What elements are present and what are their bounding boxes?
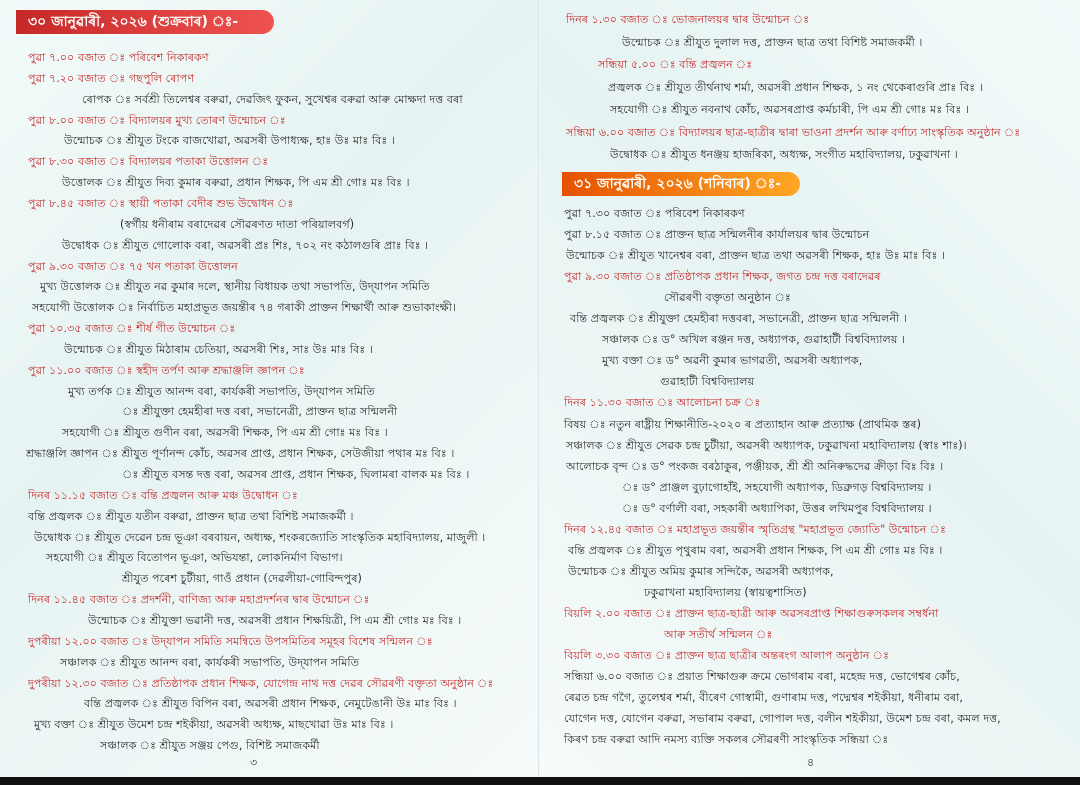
schedule-line: কিৰণ চন্দ্ৰ বৰুৱা আদি নমস্য ব্যক্তি সকলৰ সৌৱৰণী সাংস্কৃতিক সন্ধিয়া ঃ bbox=[564, 733, 889, 747]
schedule-line: পুৱা ৮.১৫ বজাত ঃ প্ৰাক্তন ছাত্ৰ সন্মিলনীৰ কাৰ্যালয়ৰ দ্বাৰ উন্মোচন bbox=[564, 228, 870, 242]
schedule-line: গুৱাহাটী বিশ্ববিদ্যালয় bbox=[660, 375, 755, 389]
schedule-line: ঃ ড° বৰ্ণালী বৰা, সহকাৰী অধ্যাপিকা, উত্তৰ লখিমপুৰ বিশ্ববিদ্যালয় । bbox=[622, 501, 932, 515]
schedule-line: দিনৰ ১.৩০ বজাত ঃ ভোজনালয়ৰ দ্বাৰ উন্মোচন ঃ bbox=[566, 13, 810, 26]
schedule-line: উদ্বোধক ঃ শ্ৰীযুত ধনঞ্জয় হাজৰিকা, অধ্যক্ষ, সংগীত মহাবিদ্যালয়, ঢকুৱাখনা । bbox=[610, 148, 958, 161]
schedule-line: পুৱা ১০.৩৫ বজাত ঃ শীৰ্ষ গীত উন্মোচন ঃ bbox=[28, 322, 236, 336]
schedule-line: উন্মোচক ঃ শ্ৰীযুত খানেশ্বৰ বৰা, প্ৰাক্তন ছাত্ৰ তথা অৱসৰী শিক্ষক, হাঃ উঃ মাঃ বিঃ । bbox=[566, 249, 946, 263]
schedule-line: পুৱা ৭.০০ বজাত ঃ পৰিবেশ নিকাৰকণ bbox=[28, 51, 209, 64]
schedule-line: বন্তি প্ৰজ্বলক ঃ শ্ৰীযুত পৃথুৰাম বৰা, অৱসৰী প্ৰধান শিক্ষক, পি এম শ্ৰী গোঃ মঃ বিঃ । bbox=[568, 543, 943, 557]
schedule-line: সৌৱৰণী বক্তৃতা অনুষ্ঠান ঃ bbox=[664, 291, 791, 305]
schedule-line: সন্ধিয়া ৫.০০ ঃ বন্তি প্ৰজ্বলন ঃ bbox=[598, 58, 753, 71]
schedule-line: দিনৰ ১১.৩০ বজাত ঃ আলোচনা চক্ৰ ঃ bbox=[564, 396, 761, 410]
schedule-line: পুৱা ৮.৪৫ বজাত ঃ স্থায়ী পতাকা বেদীৰ শুভ উদ্বোধন ঃ bbox=[28, 196, 294, 210]
schedule-line: ঢকুৱাখনা মহাবিদ্যালয় (স্বায়ত্বশাসিত) bbox=[644, 585, 807, 599]
schedule-line: ৰোপক ঃ সৰ্বশ্ৰী তিলেশ্বৰ বৰুৱা, দেৱজিৎ ফুকন, সুখেশ্বৰ বৰুৱা আৰু মোক্ষদা দত্ত বৰা bbox=[82, 92, 463, 106]
schedule-line: সহযোগী ঃ শ্ৰীযুত বিতোপন ভূঞা, অভিযন্তা, লোকনিৰ্মাণ বিভাগ। bbox=[46, 551, 343, 565]
schedule-line: উন্মোচক ঃ শ্ৰীযুত টংকে বাজখোৱা, অৱসৰী উপাধ্যক্ষ, হাঃ উঃ মাঃ বিঃ । bbox=[64, 134, 395, 148]
schedule-line: সঞ্চালক ঃ শ্ৰীযুত সঞ্জয় পেগু, বিশিষ্ট সমাজকৰ্মী bbox=[100, 739, 320, 753]
schedule-line: সহযোগী ঃ শ্ৰীযুত নবনাথ কোঁচ, অৱসৰপ্ৰাপ্ত কৰ্মচাৰী, পি এম শ্ৰী গোঃ মঃ বিঃ । bbox=[610, 103, 969, 116]
schedule-line: পুৱা ৯.৩০ বজাত ঃ ৭৫ খন পতাকা উত্তোলন bbox=[28, 259, 238, 273]
schedule-line: সন্ধিয়া ৬.০০ বজাত ঃ প্ৰয়াত শিক্ষাগুৰু ক্ৰমে ভোগৰাম বৰা, মহেন্দ্ৰ দত্ত, ভোগেশ্বৰ কোঁচ, bbox=[564, 670, 960, 684]
schedule-line: ঃ ড° প্ৰাঞ্জল বুঢ়াগোহাঁই, সহযোগী অধ্যাপক, ডিব্ৰুগড় বিশ্ববিদ্যালয় । bbox=[622, 480, 932, 494]
schedule-line: বিয়লি ৩.৩০ বজাত ঃ প্ৰাক্তন ছাত্ৰ ছাত্ৰীৰ অন্তৰংগ আলাপ অনুষ্ঠান ঃ bbox=[564, 649, 890, 663]
date-banner-day2: ৩১ জানুৱাৰী, ২০২৬ (শনিবাৰ) ঃ- bbox=[562, 172, 800, 196]
schedule-line: দিনৰ ১১.১৫ বজাত ঃ বন্তি প্ৰজ্বলন আৰু মঞ্চ উদ্বোধন ঃ bbox=[28, 488, 298, 502]
schedule-line: বিষয় ঃ নতুন ৰাষ্ট্ৰীয় শিক্ষানীতি-২০২০ ৰ প্ৰত্যাহান আৰু প্ৰত্যাক্ষ (প্ৰাথমিক স্তৰ) bbox=[564, 417, 921, 431]
schedule-line: বন্তি প্ৰজ্বলক ঃ শ্ৰীযুক্তা হেমহীৰা দত্তবৰা, সভানেত্ৰী, প্ৰাক্তন ছাত্ৰ সন্মিলনী । bbox=[570, 312, 907, 326]
schedule-line: দিনৰ ১২.৪৫ বজাত ঃ মহাপ্ৰভূত জয়ন্তীৰ স্মৃতিগ্ৰন্থ "মহাপ্ৰভূত জ্যোতি" উন্মোচন ঃ bbox=[564, 522, 946, 536]
schedule-line: দুপৰীয়া ১২.৩০ বজাত ঃ প্ৰতিষ্ঠাপক প্ৰধান শিক্ষক, যোগেন্দ্ৰ নাথ দত্ত দেৱৰ সৌৱৰণী বক্তৃতা অনুষ্ঠান ঃ bbox=[28, 676, 494, 690]
schedule-line: বিয়লি ২.০০ বজাত ঃ প্ৰাক্তন ছাত্ৰ-ছাত্ৰী আৰু অৱসৰপ্ৰাপ্ত শিক্ষাগুৰুসকলৰ সম্বৰ্ধনা bbox=[564, 606, 939, 620]
schedule-line: মুখ্য তৰ্পক ঃ শ্ৰীযুত আনন্দ বৰা, কাৰ্যকৰী সভাপতি, উদ্‌যাপন সমিতি bbox=[68, 384, 375, 398]
schedule-line: পুৱা ৮.০০ বজাত ঃ বিদ্যালয়ৰ মুখ্য তোৰণ উন্মোচন ঃ bbox=[28, 113, 286, 127]
schedule-line: উন্মোচক ঃ শ্ৰীযুক্তা ভৱানী দত্ত, অৱসৰী প্ৰধান শিক্ষয়িত্ৰী, পি এম শ্ৰী গোঃ মঃ বিঃ । bbox=[88, 613, 462, 627]
bottom-bar bbox=[0, 777, 1080, 785]
schedule-line: আলোচক বৃন্দ ঃ ড° পংকজ বৰঠাকুৰ, পঞ্জীয়ক, শ্ৰী শ্ৰী অনিৰুদ্ধদেৱ ক্ৰীড়া বিঃ বিঃ । bbox=[566, 459, 944, 473]
schedule-line: দুপৰীয়া ১২.০০ বজাত ঃ উদ্‌যাপন সমিতি সমন্বিতে উপসমিতিৰ সমূহৰ বিশেষ সন্মিলন ঃ bbox=[28, 634, 433, 648]
schedule-line: দিনৰ ১১.৪৫ বজাত ঃ প্ৰদৰ্শনী, বাণিজ্য আৰু মহাপ্ৰদৰ্শনৰ দ্বাৰ উন্মোচন ঃ bbox=[28, 593, 370, 607]
schedule-line: শ্ৰদ্ধাঞ্জলি জ্ঞাপন ঃ শ্ৰীযুত পূৰ্ণানন্দ কোঁচ, অৱসৰ প্ৰাপ্ত, প্ৰধান শিক্ষক, সেউজীয়া পথাৰ মঃ বিঃ । bbox=[26, 447, 455, 461]
schedule-line: পুৱা ৭.২০ বজাত ঃ গছপুলি ৰোপণ bbox=[28, 71, 195, 85]
schedule-line: ঃ শ্ৰীযুক্তা হেমহীৰা দত্ত বৰা, সভানেত্ৰী, প্ৰাক্তন ছাত্ৰ সন্মিলনী bbox=[122, 405, 398, 419]
schedule-line: বন্তি প্ৰজ্বলক ঃ শ্ৰীযুত বিপিন বৰা, অৱসৰী প্ৰধান শিক্ষক, নেমুটেঙানী উঃ মাঃ বিঃ । bbox=[84, 697, 457, 711]
schedule-line: পুৱা ৮.৩০ বজাত ঃ বিদ্যালয়ৰ পতাকা উত্তোলন ঃ bbox=[28, 155, 269, 169]
schedule-line: (স্বৰ্গীয় ধনীৰাম বৰাদেৱৰ সৌৱৰণত দাতা পৰিয়ালবৰ্গ) bbox=[120, 217, 355, 231]
page-number-left: ৩ bbox=[250, 756, 258, 769]
schedule-line: সহযোগী উত্তোলক ঃ নিৰ্বাচিত মহাপ্ৰভূত জয়ন্তীৰ ৭৪ গৰাকী প্ৰাক্তন শিক্ষাৰ্থী আৰু শুভাকাংক্ষী। bbox=[32, 301, 456, 315]
schedule-line: যোগেন দত্ত, যোগেন বৰুৱা, সভাৰাম বৰুৱা, গোপাল দত্ত, বলীন শইকীয়া, উমেশ চন্দ্ৰ বৰা, কমল দত্ত, bbox=[564, 712, 1001, 726]
schedule-line: আৰু সতীৰ্থ সন্মিলন ঃ bbox=[664, 628, 773, 641]
schedule-line: ঃ শ্ৰীযুত বসন্ত দত্ত বৰা, অৱসৰ প্ৰাপ্ত, প্ৰধান শিক্ষক, ঘিলামৰা বালক মঃ বিঃ । bbox=[122, 468, 470, 481]
right-page bbox=[540, 0, 1080, 785]
schedule-line: প্ৰজ্বলক ঃ শ্ৰীযুত তীৰ্থনাথ শৰ্মা, অৱসৰী প্ৰধান শিক্ষক, ১ নং থেকেৰাগুৰি প্ৰাঃ বিঃ । bbox=[608, 80, 983, 94]
schedule-line: সঞ্চালক ঃ ড° অখিল ৰঞ্জন দত্ত, অধ্যাপক, গুৱাহাটী বিশ্ববিদ্যালয় । bbox=[602, 333, 906, 347]
schedule-line: সহযোগী ঃ শ্ৰীযুত গুণীন বৰা, অৱসৰী শিক্ষক, পি এম শ্ৰী গোঃ মঃ বিঃ । bbox=[62, 426, 388, 440]
schedule-line: উদ্বোধক ঃ শ্ৰীযুত দেৱেন চন্দ্ৰ ভূঞা বৰবায়ন, অধ্যক্ষ, শংকৰজ্যোতি সাংস্কৃতিক মহাবিদ্যালয়, মাজুলী । bbox=[34, 530, 486, 544]
schedule-line: বন্তি প্ৰজ্বলক ঃ শ্ৰীযুত যতীন বৰুৱা, প্ৰাক্তন ছাত্ৰ তথা বিশিষ্ট সমাজকৰ্মী । bbox=[28, 509, 354, 523]
schedule-line: শ্ৰীযুত পৰেশ চুটীয়া, গাওঁ প্ৰধান (দেৱলীয়া-গোবিন্দপুৰ) bbox=[122, 572, 362, 586]
schedule-line: পুৱা ৯.৩০ বজাত ঃ প্ৰতিষ্ঠাপক প্ৰধান শিক্ষক, জগত চন্দ্ৰ দত্ত বৰাদেৱৰ bbox=[564, 270, 881, 284]
schedule-line: উদ্বোধক ঃ শ্ৰীযুত গোলোক বৰা, অৱসৰী প্ৰঃ শিঃ, ৭০২ নং কঠালগুৰি প্ৰাঃ বিঃ । bbox=[62, 238, 429, 252]
schedule-line: সঞ্চালক ঃ শ্ৰীযুত সেৱক চন্দ্ৰ চুটীয়া, অৱসৰী অধ্যাপক, ঢকুৱাখনা মহাবিদ্যালয় (স্বাঃ শাঃ)। bbox=[566, 438, 967, 452]
schedule-line: উন্মোচক ঃ শ্ৰীযুত অমিয় কুমাৰ সন্দিকৈ, অৱসৰী অধ্যাপক, bbox=[568, 564, 834, 578]
schedule-line: পুৱা ৭.৩০ বজাত ঃ পৰিবেশ নিকাৰকণ bbox=[564, 207, 745, 220]
schedule-line: উন্মোচক ঃ শ্ৰীযুত মিঠাৰাম চেতিয়া, অৱসৰী শিঃ, সাঃ উঃ মাঃ বিঃ । bbox=[64, 342, 373, 356]
schedule-line: মুখ্য উত্তোলক ঃ শ্ৰীযুত নৱ কুমাৰ দলে, স্থানীয় বিধায়ক তথা সভাপতি, উদ্‌যাপন সমিতি bbox=[40, 280, 430, 294]
date-banner-day1: ৩০ জানুৱাৰী, ২০২৬ (শুক্ৰবাৰ) ঃ- bbox=[16, 10, 274, 34]
schedule-line: ৰেৱত চন্দ্ৰ গগৈ, তুলেশ্বৰ শৰ্মা, বীৰেণ গোস্বামী, গুণাৰাম দত্ত, পদ্মেশ্বৰ শইকীয়া, ধনীৰাম বৰা, bbox=[564, 691, 963, 705]
schedule-line: মুখ্য বক্তা ঃ শ্ৰীযুত উমেশ চন্দ্ৰ শইকীয়া, অৱসৰী অধ্যক্ষ, মাছখোৱা উঃ মাঃ বিঃ । bbox=[34, 718, 394, 732]
schedule-line: উত্তোলক ঃ শ্ৰীযুত দিব্য কুমাৰ বৰুৱা, প্ৰধান শিক্ষক, পি এম শ্ৰী গোঃ মঃ বিঃ । bbox=[62, 176, 410, 190]
schedule-line: পুৱা ১১.০০ বজাত ঃ স্বহীদ তৰ্পণ আৰু শ্ৰদ্ধাঞ্জলি জ্ঞাপন ঃ bbox=[28, 363, 305, 377]
schedule-line: উন্মোচক ঃ শ্ৰীযুত দুলাল দত্ত, প্ৰাক্তন ছাত্ৰ তথা বিশিষ্ট সমাজকৰ্মী । bbox=[622, 35, 923, 49]
schedule-line: সন্ধিয়া ৬.০০ বজাত ঃ বিদ্যালয়ৰ ছাত্ৰ-ছাত্ৰীৰ দ্বাৰা ভাওনা প্ৰদৰ্শন আৰু বৰ্ণাঢ্য সাংস্কৃতিক অনুষ্ঠান ঃ bbox=[566, 125, 1021, 139]
page-number-right: ৪ bbox=[807, 756, 815, 769]
schedule-line: সঞ্চালক ঃ শ্ৰীযুত আনন্দ বৰা, কাৰ্যকৰী সভাপতি, উদ্‌যাপন সমিতি bbox=[60, 655, 360, 669]
schedule-line: মুখ্য বক্তা ঃ ড° অৱনী কুমাৰ ভাগৱতী, অৱসৰী অধ্যাপক, bbox=[602, 354, 863, 368]
